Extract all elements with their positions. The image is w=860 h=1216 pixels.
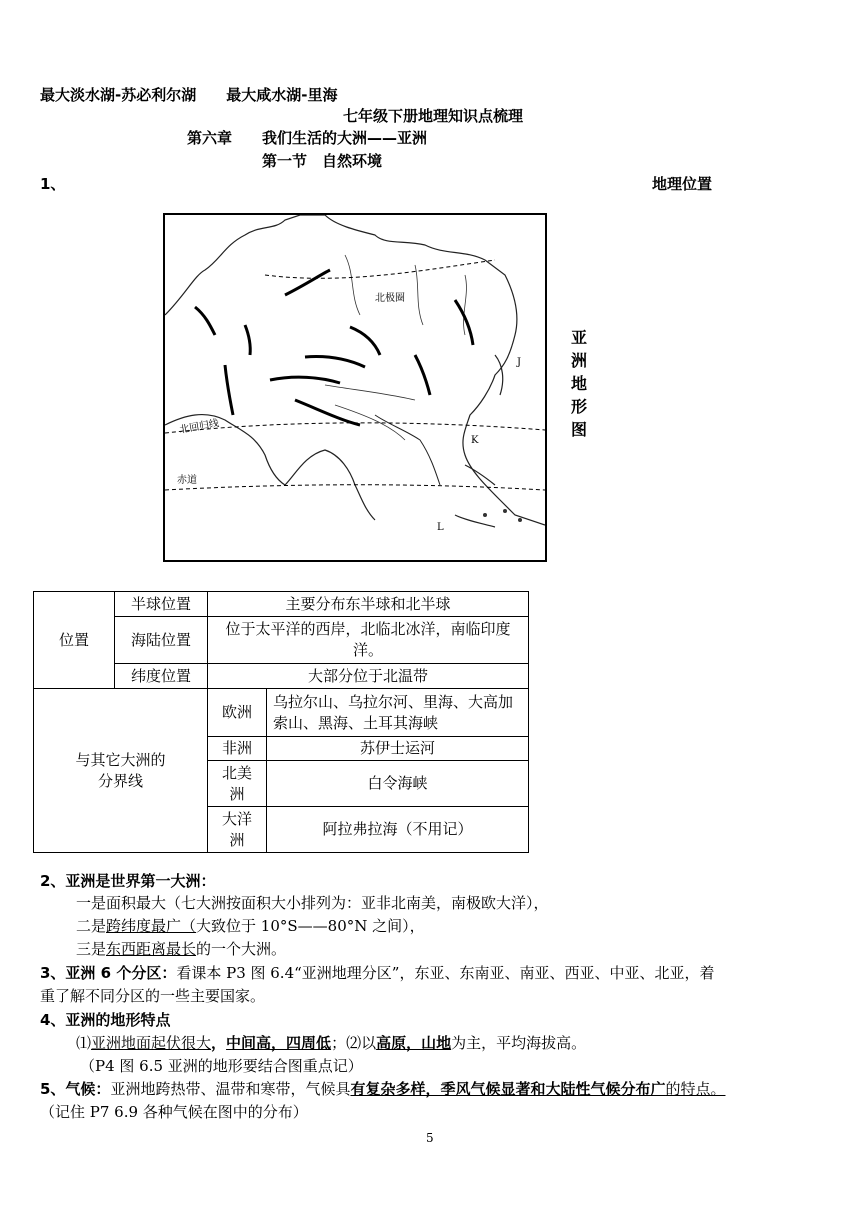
item2-line2-post: 大致位于 10°S——80°N 之间）， (196, 917, 425, 935)
item3-line2: 重了解不同分区的一些主要国家。 (40, 987, 266, 1005)
table-row-value: 大部分位于北温带 (207, 664, 528, 689)
item5-text-pre: 亚洲地跨热带、温带和寒带，气候具 (110, 1080, 351, 1098)
table-row-label: 半球位置 (114, 592, 207, 617)
item2-line3-underlined: 东西距离最长 (106, 940, 197, 958)
boundary-continent: 北美洲 (207, 761, 266, 807)
label-arctic: 北极圈 (375, 293, 405, 304)
section-title: 第一节 自然环境 (262, 152, 383, 170)
item5-line2: （记住 P7 6.9 各种气候在图中的分布） (40, 1103, 308, 1121)
item4-underlined-2: 中间高，四周低 (226, 1034, 332, 1052)
label-k: K (471, 435, 479, 446)
side-char: 图 (571, 420, 588, 439)
boundary-value: 乌拉尔山、乌拉尔河、里海、大高加索山、黑海、土耳其海峡 (266, 689, 528, 737)
item2-line2-underlined: 跨纬度最广（ (106, 917, 197, 935)
item3-text: 看课本 P3 图 6.4“亚洲地理分区”，东亚、东南亚、南亚、西亚、中亚、北亚，着 (176, 964, 715, 982)
item4-underlined-1: 亚洲地面起伏很大 (91, 1034, 212, 1052)
item5-line1 (40, 1078, 725, 1100)
item5-underlined: 有复杂多样，季风气候显著和大陆性气候分布广 (350, 1080, 666, 1098)
boundary-value: 苏伊士运河 (266, 737, 528, 761)
chapter-title: 第六章 我们生活的大洲——亚洲 (187, 129, 428, 147)
item2-line2 (76, 915, 425, 937)
side-char: 形 (571, 397, 588, 416)
boundary-value: 阿拉弗拉海（不用记） (266, 807, 528, 853)
label-equator: 赤道 (177, 475, 197, 486)
item4-sep: ， (211, 1034, 227, 1052)
boundary-continent: 欧洲 (207, 689, 266, 737)
item3-line1 (40, 962, 714, 984)
side-char: 亚 (571, 328, 588, 347)
table-row-label: 海陆位置 (114, 617, 207, 664)
item4-line2: （P4 图 6.5 亚洲的地形要结合图重点记） (80, 1057, 363, 1075)
map-drawing (165, 215, 545, 560)
item4-mid: ；⑵以 (331, 1034, 377, 1052)
item2-line1: 一是面积最大（七大洲按面积大小排列为：亚非北南美，南极欧大洋）， (76, 894, 549, 912)
label-j: J (517, 357, 522, 368)
boundary-header: 与其它大洲的分界线 (34, 689, 208, 853)
map-side-title (571, 326, 589, 441)
item3-heading: 3、亚洲 6 个分区： (40, 964, 177, 982)
label-l: L (437, 522, 444, 533)
item4-underlined-3: 高原，山地 (376, 1034, 452, 1052)
item4-post: 为主，平均海拔高。 (451, 1034, 587, 1052)
asia-terrain-map (163, 213, 547, 562)
page-number: 5 (426, 1131, 434, 1145)
boundary-continent: 大洋洲 (207, 807, 266, 853)
item2-line3 (76, 938, 286, 960)
boundary-value: 白令海峡 (266, 761, 528, 807)
side-char: 地 (571, 374, 588, 393)
side-char: 洲 (571, 351, 588, 370)
doc-title: 七年级下册地理知识点梳理 (343, 107, 524, 125)
item5-text-post: 的特点。 (665, 1080, 726, 1098)
lakes-line: 最大淡水湖-苏必利尔湖 最大咸水湖-里海 (40, 86, 338, 104)
item1-label: 地理位置 (652, 175, 713, 193)
label-tropic: 北回归线 (178, 418, 220, 436)
item2-line2-pre: 二是 (76, 917, 107, 935)
table-row-value: 主要分布东半球和北半球 (207, 592, 528, 617)
location-table (33, 591, 529, 853)
item1-number: 1、 (40, 175, 66, 193)
item4-line1 (76, 1032, 586, 1054)
table-row-label: 纬度位置 (114, 664, 207, 689)
item5-heading: 5、气候： (40, 1080, 111, 1098)
item4-num: ⑴ (76, 1034, 92, 1052)
item2-line3-post: 的一个大洲。 (196, 940, 287, 958)
boundary-continent: 非洲 (207, 737, 266, 761)
table-row-value: 位于太平洋的西岸，北临北冰洋，南临印度洋。 (207, 617, 528, 664)
item2-heading: 2、亚洲是世界第一大洲： (40, 872, 216, 890)
position-header: 位置 (34, 592, 115, 689)
item4-heading: 4、亚洲的地形特点 (40, 1011, 171, 1029)
item2-line3-pre: 三是 (76, 940, 107, 958)
